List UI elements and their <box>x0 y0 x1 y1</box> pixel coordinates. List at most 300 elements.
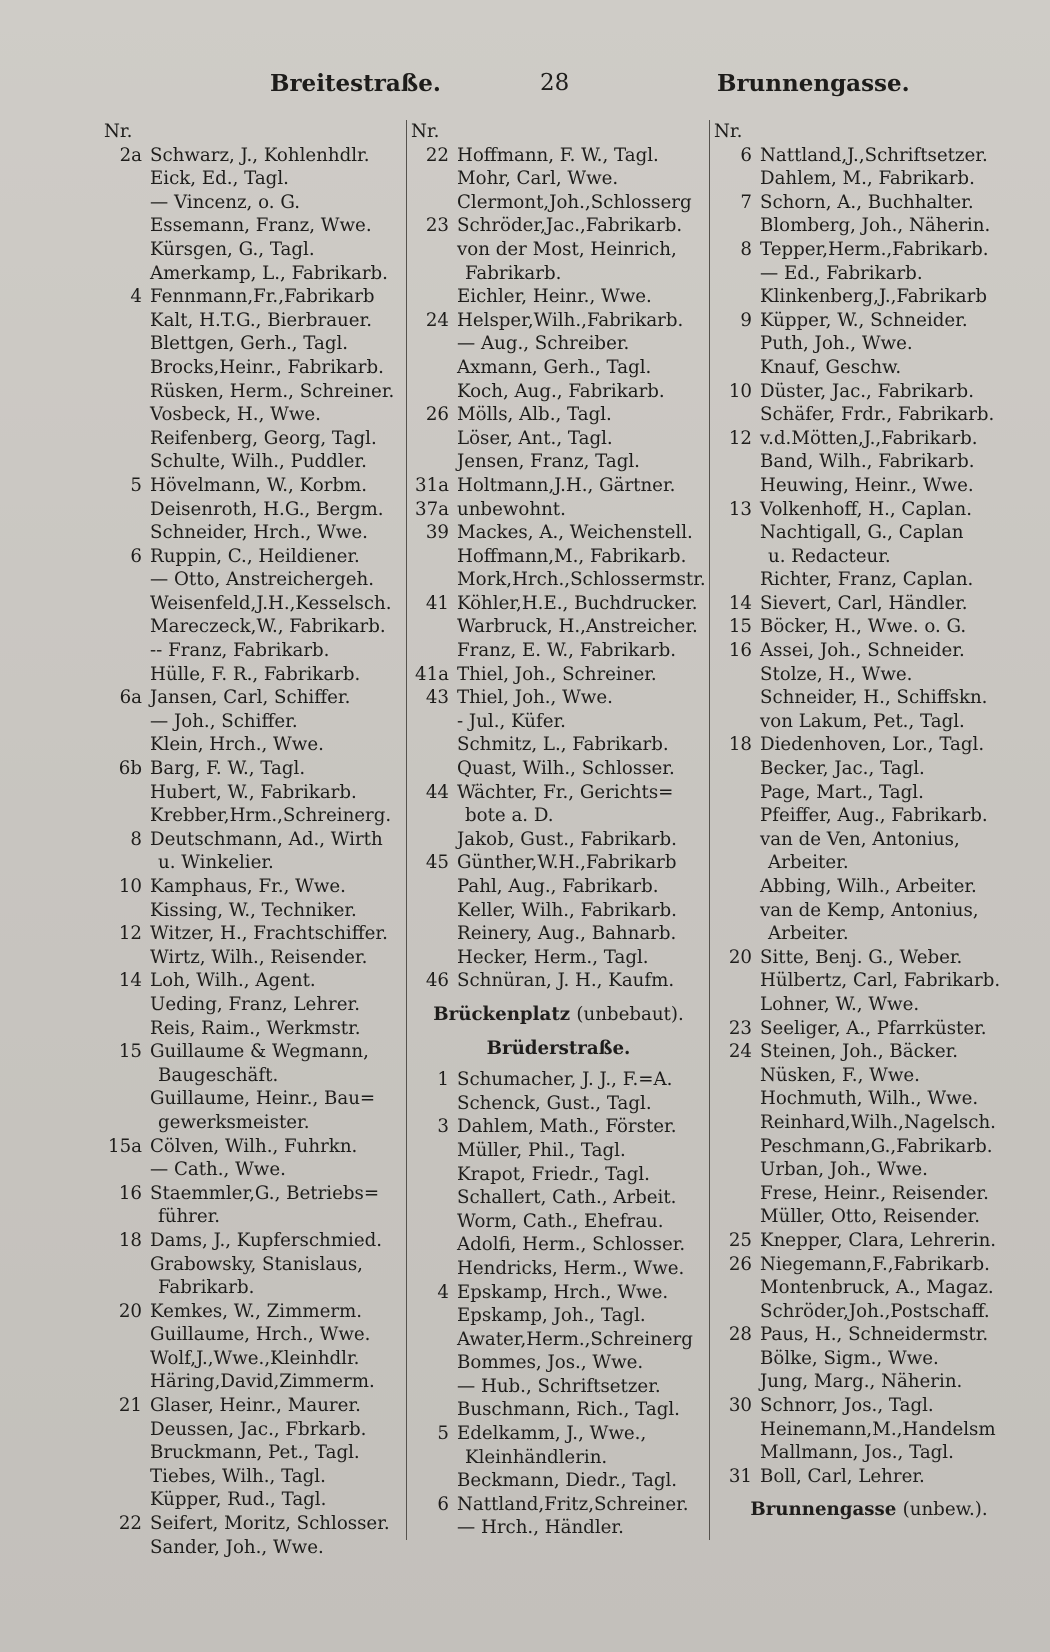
resident-entry: Schnorr, Jos., Tagl. <box>760 1395 934 1417</box>
directory-entry <box>104 1441 404 1465</box>
column-1-entries <box>104 144 404 1560</box>
directory-entry <box>714 851 1024 875</box>
resident-entry: Band, Wilh., Fabrikarb. <box>760 451 975 473</box>
directory-entry <box>104 615 404 639</box>
directory-entry <box>411 332 706 356</box>
directory-entry <box>714 1253 1024 1277</box>
section-brunnengasse <box>714 1498 1024 1522</box>
house-number: 12 <box>118 923 142 945</box>
resident-entry: von Lakum, Pet., Tagl. <box>760 710 965 732</box>
house-number: 15a <box>108 1135 142 1157</box>
directory-entry <box>714 993 1024 1017</box>
resident-entry: Edelkamm, J., Wwe., <box>457 1423 647 1445</box>
directory-entry <box>714 545 1024 569</box>
directory-entry <box>104 639 404 663</box>
directory-entry <box>714 498 1024 522</box>
house-number: 31 <box>728 1465 752 1487</box>
house-number: 10 <box>728 380 752 402</box>
resident-entry: Schmitz, L., Fabrikarb. <box>457 734 669 756</box>
resident-entry: Loh, Wilh., Agent. <box>150 970 316 992</box>
resident-entry: Ueding, Franz, Lehrer. <box>150 993 360 1015</box>
resident-entry: Staemmler,G., Betriebs= <box>150 1182 380 1204</box>
directory-entry <box>714 144 1024 168</box>
resident-entry: Schneider, H., Schiffskn. <box>760 687 988 709</box>
resident-entry: Lohner, W., Wwe. <box>760 993 920 1015</box>
directory-entry <box>411 1210 706 1234</box>
directory-entry <box>104 262 404 286</box>
directory-entry <box>714 191 1024 215</box>
resident-entry: Steinen, Joh., Bäcker. <box>760 1041 959 1063</box>
directory-entry <box>411 875 706 899</box>
column-2 <box>411 120 706 1540</box>
house-number: 7 <box>740 191 752 213</box>
resident-entry: Mohr, Carl, Wwe. <box>457 168 619 190</box>
resident-entry: Blomberg, Joh., Näherin. <box>760 215 991 237</box>
resident-entry: Schulte, Wilh., Puddler. <box>150 451 367 473</box>
directory-entry <box>104 757 404 781</box>
house-number: 6b <box>118 758 142 780</box>
directory-entry <box>714 1182 1024 1206</box>
resident-entry: Hecker, Herm., Tagl. <box>457 946 649 968</box>
house-number: 5 <box>437 1423 449 1445</box>
directory-entry <box>104 851 404 875</box>
directory-entry <box>714 1300 1024 1324</box>
directory-entry <box>104 592 404 616</box>
directory-entry <box>411 686 706 710</box>
directory-entry <box>104 285 404 309</box>
directory-entry <box>104 1512 404 1536</box>
directory-entry <box>411 828 706 852</box>
house-number: 2a <box>119 144 142 166</box>
resident-entry: - Jul., Küfer. <box>457 710 566 732</box>
resident-entry: — Joh., Schiffer. <box>150 710 298 732</box>
house-number: 24 <box>728 1041 752 1063</box>
resident-entry: Hoffmann, F. W., Tagl. <box>457 144 659 166</box>
resident-entry: Koch, Aug., Fabrikarb. <box>457 380 665 402</box>
resident-entry: Wächter, Fr., Gerichts= <box>457 781 674 803</box>
resident-entry: Kissing, W., Techniker. <box>150 899 357 921</box>
directory-entry <box>411 1516 706 1540</box>
resident-entry: Axmann, Gerh., Tagl. <box>457 356 652 378</box>
directory-entry <box>104 1135 404 1159</box>
resident-entry: Blettgen, Gerh., Tagl. <box>150 333 349 355</box>
right-street-heading: Brunnengasse. <box>717 70 910 97</box>
resident-entry: Schenck, Gust., Tagl. <box>457 1092 652 1114</box>
resident-entry: Hendricks, Herm., Wwe. <box>457 1257 685 1279</box>
resident-entry: Reinhard,Wilh.,Nagelsch. <box>760 1111 996 1133</box>
resident-entry: Epskamp, Hrch., Wwe. <box>457 1281 669 1303</box>
resident-entry: Pahl, Aug., Fabrikarb. <box>457 876 659 897</box>
resident-entry: Abbing, Wilh., Arbeiter. <box>760 876 977 897</box>
resident-entry: Dams, J., Kupferschmied. <box>150 1229 383 1251</box>
directory-entry <box>714 309 1024 333</box>
directory-entry <box>104 1488 404 1512</box>
resident-entry: Knepper, Clara, Lehrerin. <box>760 1229 997 1251</box>
resident-entry: Schumacher, J. J., F.=A. <box>457 1069 673 1091</box>
directory-entry <box>714 875 1024 899</box>
house-number: 14 <box>118 970 142 992</box>
directory-entry <box>104 403 404 427</box>
resident-entry: Guillaume & Wegmann, <box>150 1041 369 1063</box>
directory-entry <box>411 1163 706 1187</box>
section-brueckenplatz <box>411 1003 706 1027</box>
entry-continuation: Arbeiter. <box>768 852 849 874</box>
resident-entry: Beckmann, Diedr., Tagl. <box>457 1470 678 1492</box>
resident-entry: Küpper, Rud., Tagl. <box>150 1489 327 1511</box>
column-2-entries-b <box>411 1068 706 1540</box>
directory-entry <box>714 1465 1024 1489</box>
directory-entry <box>714 238 1024 262</box>
directory-entry <box>411 1304 706 1328</box>
directory-entry <box>104 427 404 451</box>
directory-entry <box>104 214 404 238</box>
directory-entry <box>104 1087 404 1111</box>
section-note: (unbebaut). <box>576 1003 684 1025</box>
house-number: 45 <box>425 852 449 874</box>
directory-entry <box>104 1276 404 1300</box>
directory-entry <box>714 946 1024 970</box>
resident-entry: Günther,W.H.,Fabrikarb <box>457 852 677 874</box>
directory-entry <box>714 710 1024 734</box>
entry-continuation: Fabrikarb. <box>158 1277 255 1299</box>
resident-entry: Knauf, Geschw. <box>760 356 902 378</box>
resident-entry: Seeliger, A., Pfarrküster. <box>760 1017 987 1039</box>
directory-entry <box>104 1300 404 1324</box>
directory-entry <box>411 733 706 757</box>
column-2-entries-a <box>411 144 706 993</box>
directory-entry <box>411 946 706 970</box>
directory-entry <box>104 828 404 852</box>
directory-entry <box>411 615 706 639</box>
house-number: 4 <box>130 286 142 308</box>
resident-entry: Barg, F. W., Tagl. <box>150 758 306 780</box>
directory-entry <box>104 191 404 215</box>
directory-entry <box>714 592 1024 616</box>
resident-entry: Guillaume, Hrch., Wwe. <box>150 1324 371 1346</box>
resident-entry: Mölls, Alb., Tagl. <box>457 404 612 426</box>
resident-entry: Köhler,H.E., Buchdrucker. <box>457 592 698 614</box>
resident-entry: Müller, Otto, Reisender. <box>760 1206 980 1228</box>
house-number: 15 <box>728 616 752 638</box>
directory-entry <box>411 1398 706 1422</box>
house-number: 41a <box>415 663 449 685</box>
resident-entry: Epskamp, Joh., Tagl. <box>457 1305 646 1327</box>
resident-entry: van de Ven, Antonius, <box>760 828 960 850</box>
directory-entry <box>714 733 1024 757</box>
resident-entry: Assei, Joh., Schneider. <box>760 640 965 662</box>
house-number: 23 <box>425 215 449 237</box>
resident-entry: Glaser, Heinr., Maurer. <box>150 1395 361 1417</box>
resident-entry: Reinery, Aug., Bahnarb. <box>457 923 677 945</box>
directory-entry <box>714 828 1024 852</box>
directory-entry <box>411 1351 706 1375</box>
house-number: 39 <box>425 522 449 544</box>
house-number: 8 <box>130 828 142 850</box>
resident-entry: Diedenhoven, Lor., Tagl. <box>760 734 985 756</box>
column-3-entries <box>714 144 1024 1489</box>
resident-entry: Seifert, Moritz, Schlosser. <box>150 1513 390 1535</box>
directory-entry <box>714 403 1024 427</box>
resident-entry: Wolf,J.,Wwe.,Kleinhdlr. <box>150 1347 360 1369</box>
resident-entry: Vosbeck, H., Wwe. <box>150 404 321 426</box>
resident-entry: Müller, Phil., Tagl. <box>457 1139 626 1161</box>
house-number: 8 <box>740 238 752 260</box>
directory-entry <box>411 1446 706 1470</box>
directory-entry <box>411 356 706 380</box>
column-3 <box>714 120 1024 1522</box>
resident-entry: Essemann, Franz, Wwe. <box>150 215 372 237</box>
directory-entry <box>104 167 404 191</box>
resident-entry: Rüsken, Herm., Schreiner. <box>150 380 395 402</box>
directory-entry <box>411 403 706 427</box>
directory-entry <box>411 1186 706 1210</box>
house-number: 12 <box>728 427 752 449</box>
resident-entry: Heinemann,M.,Handelsm <box>760 1418 996 1440</box>
resident-entry: Page, Mart., Tagl. <box>760 781 924 803</box>
resident-entry: Hubert, W., Fabrikarb. <box>150 781 357 803</box>
nr-label: Nr. <box>411 121 440 142</box>
resident-entry: Adolfi, Herm., Schlosser. <box>457 1234 686 1256</box>
resident-entry: Jakob, Gust., Fabrikarb. <box>457 828 677 850</box>
page-number: 28 <box>540 70 570 96</box>
resident-entry: Hülle, F. R., Fabrikarb. <box>150 663 361 685</box>
directory-entry <box>411 1375 706 1399</box>
resident-entry: -- Franz, Fabrikarb. <box>150 640 330 662</box>
house-number: 22 <box>425 144 449 166</box>
resident-entry: Ruppin, C., Heildiener. <box>150 545 360 567</box>
resident-entry: Holtmann,J.H., Gärtner. <box>457 474 676 496</box>
directory-entry <box>411 214 706 238</box>
resident-entry: Richter, Franz, Caplan. <box>760 569 974 591</box>
house-number: 26 <box>728 1253 752 1275</box>
resident-entry: Boll, Carl, Lehrer. <box>760 1465 925 1487</box>
resident-entry: Schnüran, J. H., Kaufm. <box>457 970 675 992</box>
section-title: Brückenplatz <box>433 1003 571 1025</box>
directory-entry <box>714 663 1024 687</box>
resident-entry: Tepper,Herm.,Fabrikarb. <box>760 238 989 260</box>
directory-entry <box>411 663 706 687</box>
resident-entry: Brocks,Heinr., Fabrikarb. <box>150 356 384 378</box>
column-1 <box>104 120 404 1559</box>
directory-entry <box>104 969 404 993</box>
directory-entry <box>411 545 706 569</box>
resident-entry: Küpper, W., Schneider. <box>760 309 968 331</box>
resident-entry: Schorn, A., Buchhalter. <box>760 191 974 213</box>
resident-entry: Sievert, Carl, Händler. <box>760 592 968 614</box>
directory-entry <box>104 733 404 757</box>
directory-entry <box>714 332 1024 356</box>
resident-entry: Kürsgen, G., Tagl. <box>150 238 315 260</box>
directory-entry <box>411 922 706 946</box>
house-number: 46 <box>425 970 449 992</box>
resident-entry: Witzer, H., Frachtschiffer. <box>150 923 388 945</box>
resident-entry: Schröder,Joh.,Postschaff. <box>760 1300 990 1322</box>
directory-entry <box>104 1064 404 1088</box>
directory-entry <box>714 1111 1024 1135</box>
directory-entry <box>714 1441 1024 1465</box>
house-number: 22 <box>118 1513 142 1535</box>
directory-entry <box>104 1370 404 1394</box>
house-number: 6 <box>130 545 142 567</box>
directory-entry <box>104 710 404 734</box>
directory-entry <box>714 1135 1024 1159</box>
directory-entry <box>714 427 1024 451</box>
house-number: 37a <box>415 498 449 520</box>
directory-entry <box>714 1323 1024 1347</box>
resident-entry: Mallmann, Jos., Tagl. <box>760 1442 954 1464</box>
directory-entry <box>411 380 706 404</box>
directory-entry <box>411 309 706 333</box>
house-number: 15 <box>118 1041 142 1063</box>
directory-entry <box>104 521 404 545</box>
directory-entry <box>411 191 706 215</box>
directory-entry <box>714 1394 1024 1418</box>
resident-entry: Schröder,Jac.,Fabrikarb. <box>457 215 683 237</box>
section-title: Brüderstraße. <box>486 1037 631 1059</box>
directory-entry <box>714 167 1024 191</box>
resident-entry: Häring,David,Zimmerm. <box>150 1371 375 1393</box>
directory-entry <box>411 592 706 616</box>
directory-entry <box>411 1092 706 1116</box>
directory-entry <box>714 757 1024 781</box>
resident-entry: — Hub., Schriftsetzer. <box>457 1375 661 1397</box>
directory-entry <box>104 144 404 168</box>
resident-entry: v.d.Mötten,J.,Fabrikarb. <box>760 427 978 449</box>
directory-entry <box>714 1205 1024 1229</box>
directory-entry <box>714 474 1024 498</box>
directory-entry <box>104 474 404 498</box>
house-number: 3 <box>437 1116 449 1138</box>
directory-entry <box>411 568 706 592</box>
house-number: 26 <box>425 404 449 426</box>
entry-continuation: Arbeiter. <box>768 923 849 945</box>
directory-entry <box>714 380 1024 404</box>
house-number: 20 <box>728 946 752 968</box>
resident-entry: unbewohnt. <box>457 498 566 520</box>
resident-entry: Nattland,J.,Schriftsetzer. <box>760 144 988 166</box>
directory-entry <box>104 568 404 592</box>
resident-entry: Deisenroth, H.G., Bergm. <box>150 498 384 520</box>
directory-entry <box>714 969 1024 993</box>
directory-entry <box>411 781 706 805</box>
directory-entry <box>411 1422 706 1446</box>
resident-entry: — Aug., Schreiber. <box>457 333 630 355</box>
resident-entry: Wirtz, Wilh., Reisender. <box>150 946 368 968</box>
directory-entry <box>104 663 404 687</box>
directory-entry <box>714 521 1024 545</box>
directory-entry <box>104 1111 404 1135</box>
resident-entry: Jensen, Franz, Tagl. <box>457 451 640 473</box>
resident-entry: Kalt, H.T.G., Bierbrauer. <box>150 309 372 331</box>
resident-entry: Thiel, Joh., Schreiner. <box>457 663 657 685</box>
directory-entry <box>104 922 404 946</box>
directory-entry <box>104 1253 404 1277</box>
nr-header <box>714 120 1024 144</box>
resident-entry: Mork,Hrch.,Schlossermstr. <box>457 569 706 591</box>
directory-entry <box>411 474 706 498</box>
resident-entry: Tiebes, Wilh., Tagl. <box>150 1465 326 1487</box>
house-number: 1 <box>437 1069 449 1091</box>
directory-entry <box>714 262 1024 286</box>
house-number: 16 <box>118 1182 142 1204</box>
resident-entry: Krebber,Hrm.,Schreinerg. <box>150 805 392 827</box>
resident-entry: — Ed., Fabrikarb. <box>760 262 923 284</box>
resident-entry: Nüsken, F., Wwe. <box>760 1064 920 1086</box>
directory-entry <box>411 757 706 781</box>
resident-entry: Schallert, Cath., Arbeit. <box>457 1187 677 1209</box>
house-number: 13 <box>728 498 752 520</box>
directory-entry <box>411 450 706 474</box>
resident-entry: Reis, Raim., Werkmstr. <box>150 1017 361 1039</box>
entry-continuation: führer. <box>158 1206 221 1228</box>
resident-entry: Clermont,Joh.,Schlosserg <box>457 191 692 213</box>
house-number: 28 <box>728 1324 752 1346</box>
directory-entry <box>411 1493 706 1517</box>
house-number: 30 <box>728 1395 752 1417</box>
nr-label: Nr. <box>104 121 133 142</box>
house-number: 25 <box>728 1229 752 1251</box>
nr-header <box>104 120 404 144</box>
directory-entry <box>104 1040 404 1064</box>
directory-entry <box>411 899 706 923</box>
resident-entry: Kamphaus, Fr., Wwe. <box>150 876 346 897</box>
resident-entry: Peschmann,G.,Fabrikarb. <box>760 1135 993 1157</box>
directory-entry <box>411 262 706 286</box>
directory-entry <box>104 1465 404 1489</box>
directory-entry <box>714 1087 1024 1111</box>
directory-entry <box>714 1276 1024 1300</box>
directory-entry <box>104 1182 404 1206</box>
resident-entry: Schäfer, Frdr., Fabrikarb. <box>760 404 995 426</box>
resident-entry: Hövelmann, W., Korbm. <box>150 474 368 496</box>
directory-entry <box>104 1536 404 1560</box>
entry-continuation: Baugeschäft. <box>158 1064 279 1086</box>
entry-continuation: Kleinhändlerin. <box>465 1446 608 1468</box>
directory-entry <box>714 568 1024 592</box>
resident-entry: Eichler, Heinr., Wwe. <box>457 286 652 308</box>
resident-entry: Schneider, Hrch., Wwe. <box>150 522 368 544</box>
resident-entry: Amerkamp, L., Fabrikarb. <box>150 262 388 284</box>
directory-entry <box>714 639 1024 663</box>
house-number: 18 <box>118 1229 142 1251</box>
resident-entry: Kemkes, W., Zimmerm. <box>150 1300 363 1322</box>
directory-entry <box>411 969 706 993</box>
resident-entry: Klein, Hrch., Wwe. <box>150 734 324 756</box>
directory-entry <box>411 710 706 734</box>
directory-entry <box>411 144 706 168</box>
resident-entry: Nachtigall, G., Caplan <box>760 522 964 544</box>
directory-entry <box>104 238 404 262</box>
directory-entry <box>104 804 404 828</box>
directory-entry <box>411 427 706 451</box>
house-number: 4 <box>437 1281 449 1303</box>
resident-entry: Keller, Wilh., Fabrikarb. <box>457 899 677 921</box>
directory-entry <box>104 946 404 970</box>
nr-label: Nr. <box>714 121 743 142</box>
directory-entry <box>714 1370 1024 1394</box>
resident-entry: Deutschmann, Ad., Wirth <box>150 828 383 850</box>
resident-entry: Montenbruck, A., Magaz. <box>760 1277 994 1299</box>
directory-entry <box>411 1281 706 1305</box>
resident-entry: Schwarz, J., Kohlenhdlr. <box>150 144 370 166</box>
resident-entry: Urban, Joh., Wwe. <box>760 1159 928 1181</box>
resident-entry: Volkenhoff, H., Caplan. <box>760 498 972 520</box>
directory-entry <box>411 804 706 828</box>
resident-entry: Becker, Jac., Tagl. <box>760 758 925 780</box>
resident-entry: Niegemann,F.,Fabrikarb. <box>760 1253 990 1275</box>
resident-entry: Bölke, Sigm., Wwe. <box>760 1347 939 1369</box>
directory-entry <box>104 332 404 356</box>
